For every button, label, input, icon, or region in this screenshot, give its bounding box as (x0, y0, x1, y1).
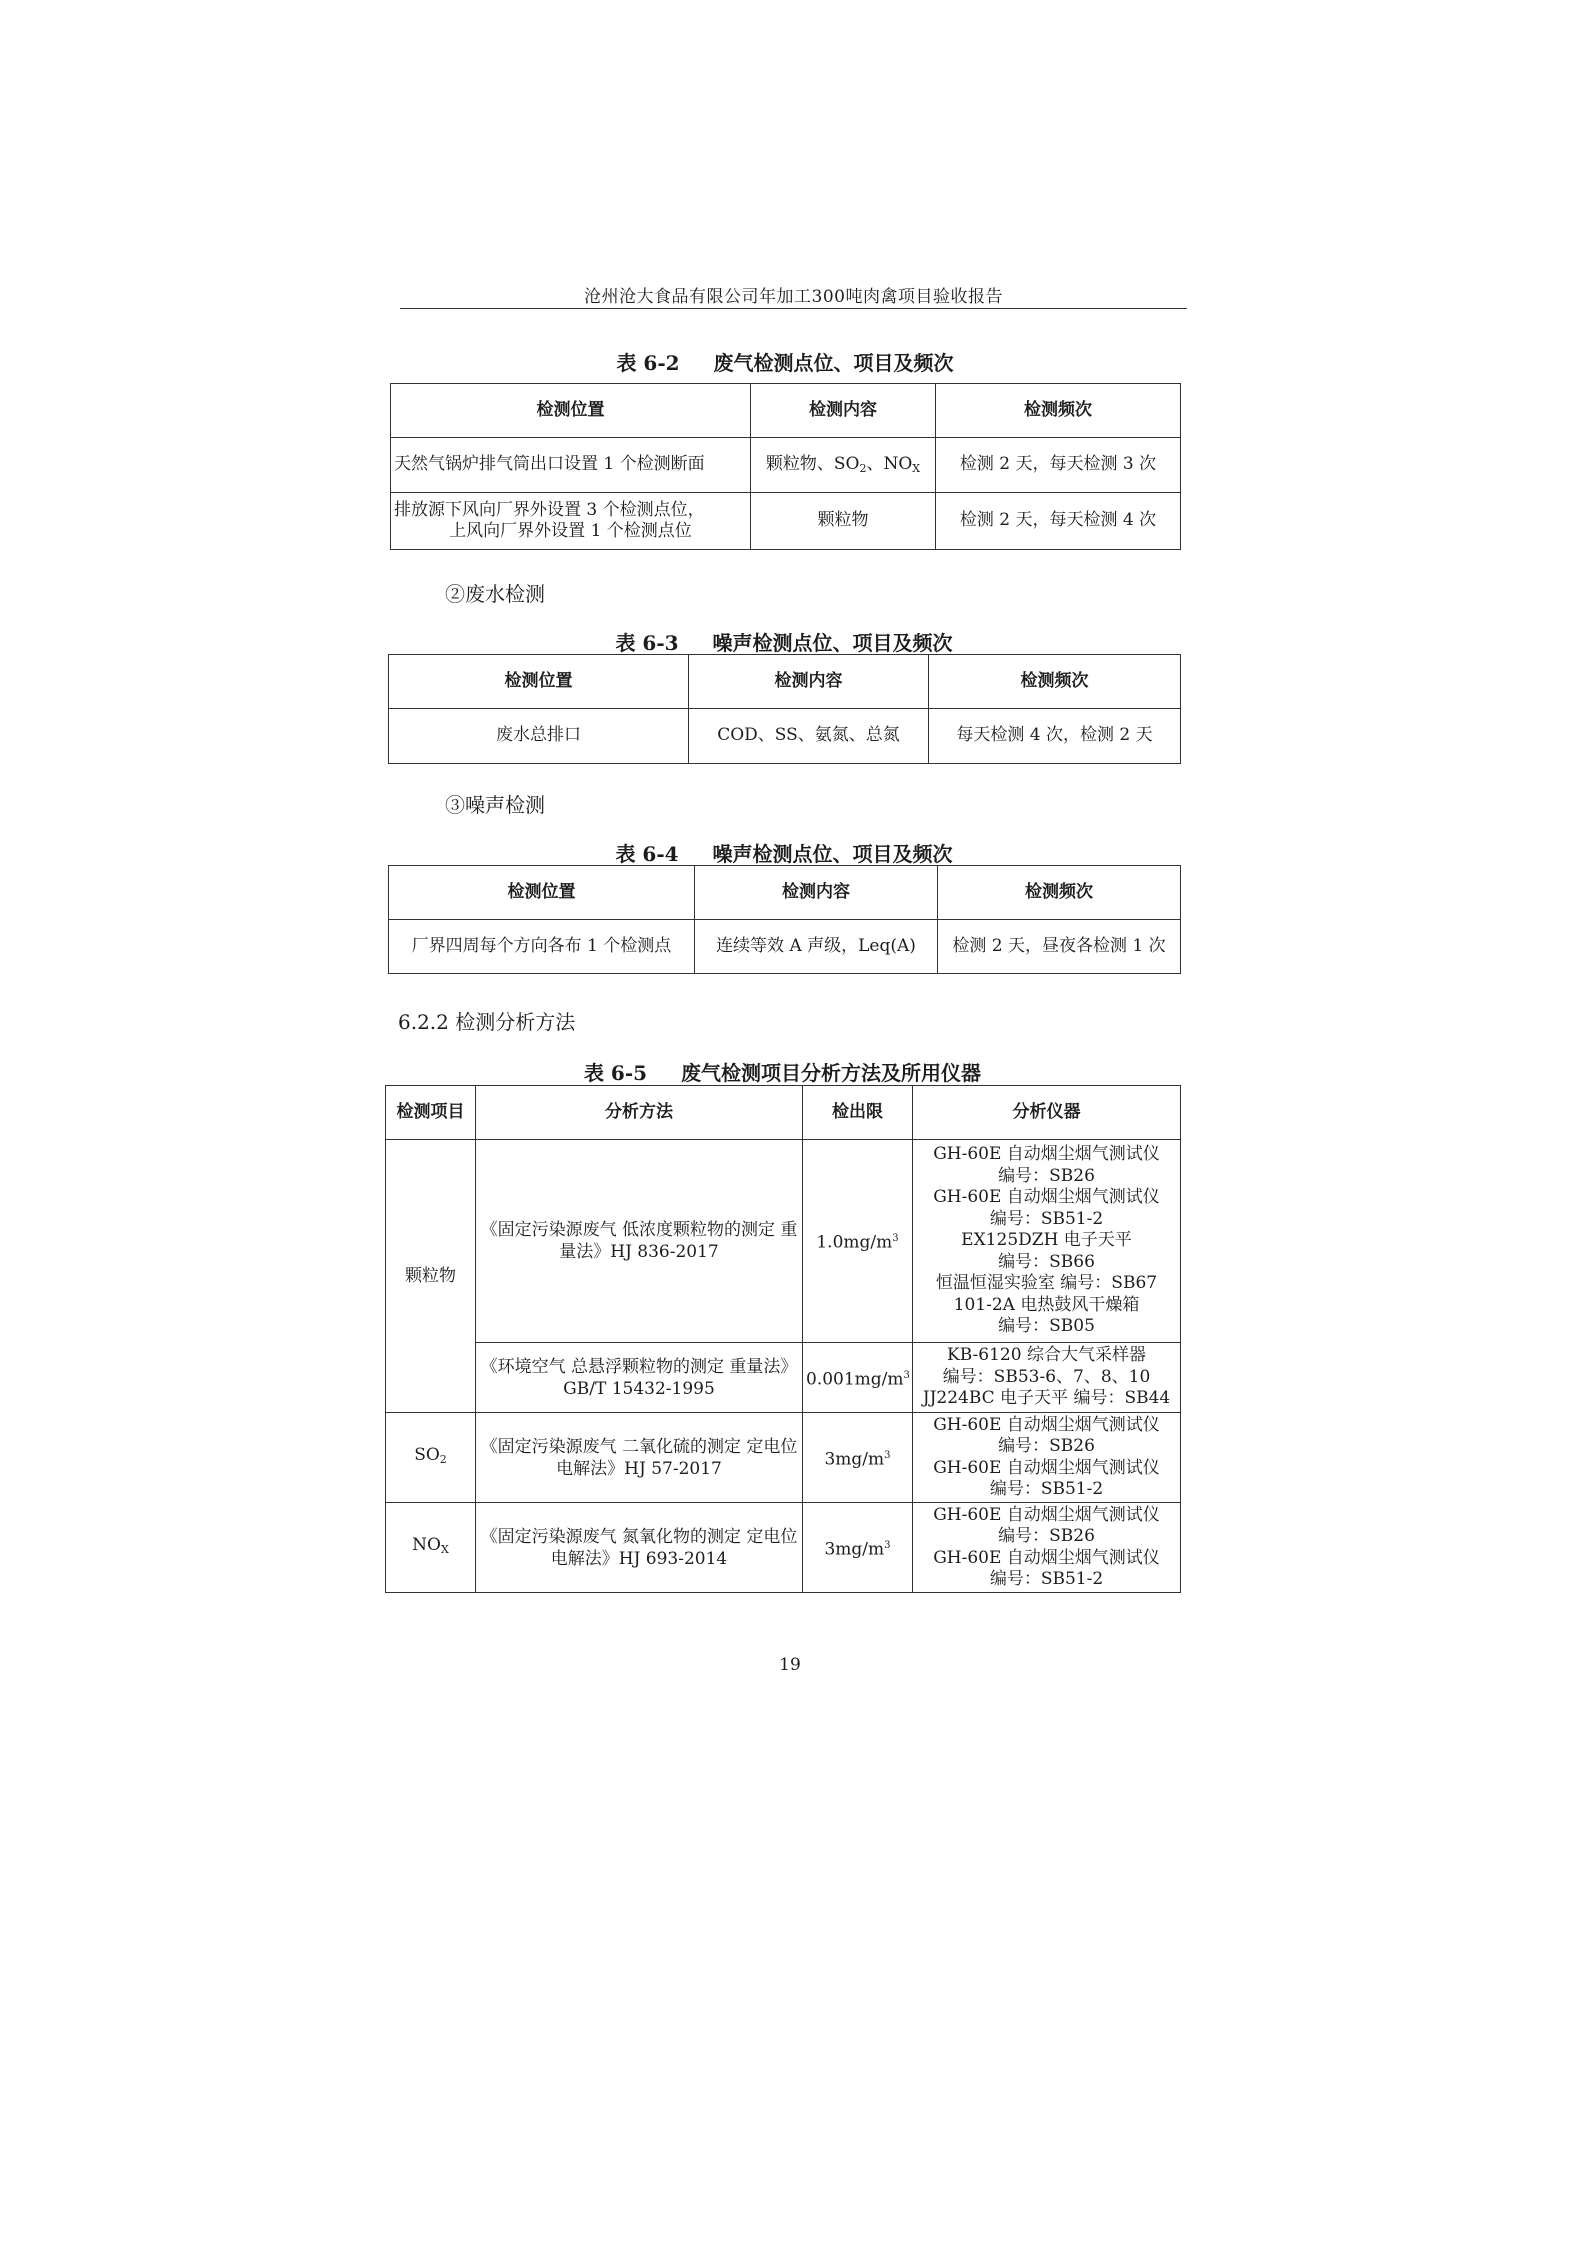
section-6-2-2: 6.2.2 检测分析方法 (398, 1010, 576, 1034)
table-6-2-caption (390, 347, 1180, 376)
instrument-line: 恒温恒湿实验室 编号：SB67 (935, 1273, 1158, 1294)
table-header-row (389, 866, 1181, 920)
method-cell: 《固定污染源废气 低浓度颗粒物的测定 重量法》HJ 836-2017 (476, 1140, 803, 1343)
item-text: NO (412, 1535, 441, 1555)
instrument-cell (913, 1503, 1181, 1593)
header-cell: 检测内容 (689, 655, 929, 709)
caption-number: 表 6-4 (615, 842, 679, 866)
header-cell: 检测位置 (391, 384, 751, 438)
header-cell: 检测频次 (929, 655, 1181, 709)
content-text: 颗粒物、SO (765, 454, 860, 475)
header-cell: 分析仪器 (913, 1086, 1181, 1140)
limit-superscript: 3 (903, 1369, 910, 1381)
instrument-line: GH-60E 自动烟尘烟气测试仪 (933, 1504, 1160, 1525)
method-cell: 《固定污染源废气 二氧化硫的测定 定电位电解法》HJ 57-2017 (476, 1413, 803, 1503)
table-6-3 (388, 654, 1181, 764)
instrument-line: GH-60E 自动烟尘烟气测试仪 (933, 1457, 1160, 1478)
frequency-cell: 检测 2 天，每天检测 4 次 (936, 493, 1181, 550)
table-6-2 (390, 383, 1181, 550)
header-cell: 分析方法 (476, 1086, 803, 1140)
table-row (386, 1140, 1181, 1343)
header-cell: 检测内容 (751, 384, 936, 438)
section-noise: ③噪声检测 (445, 793, 545, 817)
table-6-3-caption (388, 627, 1180, 656)
content-subscript: X (912, 462, 921, 476)
instrument-line: 编号：SB05 (998, 1316, 1095, 1337)
header-cell: 检测频次 (938, 866, 1181, 920)
content-cell (751, 438, 936, 493)
caption-title: 噪声检测点位、项目及频次 (712, 631, 953, 655)
table-row (386, 1343, 1181, 1413)
table-row (386, 1413, 1181, 1503)
content-subscript: 2 (859, 462, 867, 476)
table-row (389, 920, 1181, 974)
caption-title: 废气检测项目分析方法及所用仪器 (681, 1061, 982, 1085)
instrument-line: 编号：SB26 (998, 1165, 1095, 1186)
limit-superscript: 3 (884, 1539, 891, 1551)
item-cell (386, 1413, 476, 1503)
limit-value: 0.001mg/m (806, 1369, 904, 1390)
content-cell: 连续等效 A 声级，Leq(A) (695, 920, 938, 974)
page-header-title: 沧州沧大食品有限公司年加工300吨肉禽项目验收报告 (584, 287, 1003, 307)
header-cell: 检测项目 (386, 1086, 476, 1140)
header-rule (400, 308, 1187, 309)
header-cell: 检测频次 (936, 384, 1181, 438)
instrument-line: GH-60E 自动烟尘烟气测试仪 (933, 1547, 1160, 1568)
header-cell: 检出限 (803, 1086, 913, 1140)
limit-value: 1.0mg/m (816, 1232, 893, 1253)
instrument-line: 编号：SB51-2 (989, 1208, 1104, 1229)
item-cell: 颗粒物 (386, 1140, 476, 1413)
header-cell: 检测位置 (389, 866, 695, 920)
caption-number: 表 6-2 (616, 351, 680, 375)
limit-cell (803, 1343, 913, 1413)
instrument-line: 编号：SB26 (998, 1436, 1095, 1456)
content-cell: COD、SS、氨氮、总氮 (689, 709, 929, 764)
table-header-row (386, 1086, 1181, 1140)
caption-number: 表 6-3 (615, 631, 679, 655)
item-subscript: X (440, 1543, 449, 1556)
table-row (386, 1503, 1181, 1593)
table-6-5 (385, 1085, 1181, 1593)
instrument-line: GH-60E 自动烟尘烟气测试仪 (933, 1187, 1160, 1208)
instrument-line: 编号：SB51-2 (989, 1479, 1104, 1499)
instrument-cell (913, 1140, 1181, 1343)
limit-cell (803, 1413, 913, 1503)
instrument-line: JJ224BC 电子天平 编号：SB44 (922, 1388, 1171, 1409)
location-cell: 厂界四周每个方向各布 1 个检测点 (389, 920, 695, 974)
header-cell: 检测位置 (389, 655, 689, 709)
content-cell: 颗粒物 (751, 493, 936, 550)
item-cell (386, 1503, 476, 1593)
instrument-line: GH-60E 自动烟尘烟气测试仪 (933, 1144, 1160, 1165)
location-cell: 废水总排口 (389, 709, 689, 764)
instrument-cell (913, 1343, 1181, 1413)
item-subscript: 2 (439, 1453, 447, 1466)
table-header-row (391, 384, 1181, 438)
page-number: 19 (779, 1655, 801, 1675)
limit-value: 3mg/m (824, 1449, 885, 1470)
instrument-cell (913, 1413, 1181, 1503)
item-text: SO (414, 1445, 440, 1465)
table-row (391, 438, 1181, 493)
frequency-cell: 检测 2 天，每天检测 3 次 (936, 438, 1181, 493)
section-wastewater: ②废水检测 (445, 582, 545, 606)
instrument-line: 编号：SB26 (998, 1526, 1095, 1546)
table-header-row (389, 655, 1181, 709)
method-cell: 《固定污染源废气 氮氧化物的测定 定电位电解法》HJ 693-2014 (476, 1503, 803, 1593)
limit-cell (803, 1140, 913, 1343)
limit-superscript: 3 (892, 1233, 899, 1245)
limit-value: 3mg/m (824, 1539, 885, 1560)
instrument-line: EX125DZH 电子天平 (961, 1230, 1132, 1251)
frequency-cell: 每天检测 4 次，检测 2 天 (929, 709, 1181, 764)
table-row (389, 709, 1181, 764)
limit-cell (803, 1503, 913, 1593)
location-line: 排放源下风向厂界外设置 3 个检测点位， (394, 499, 705, 520)
limit-superscript: 3 (884, 1449, 891, 1461)
caption-title: 废气检测点位、项目及频次 (713, 351, 954, 375)
table-6-4 (388, 865, 1181, 974)
location-cell: 天然气锅炉排气筒出口设置 1 个检测断面 (391, 438, 751, 493)
header-cell: 检测内容 (695, 866, 938, 920)
frequency-cell: 检测 2 天，昼夜各检测 1 次 (938, 920, 1181, 974)
method-cell: 《环境空气 总悬浮颗粒物的测定 重量法》GB/T 15432-1995 (476, 1343, 803, 1413)
table-row (391, 493, 1181, 550)
instrument-line: 编号：SB66 (998, 1251, 1095, 1272)
table-6-5-caption (385, 1057, 1180, 1086)
instrument-line: 101-2A 电热鼓风干燥箱 (953, 1294, 1140, 1315)
instrument-line: KB-6120 综合大气采样器 (947, 1345, 1146, 1366)
instrument-line: 编号：SB51-2 (989, 1569, 1104, 1589)
location-cell (391, 493, 751, 550)
table-6-4-caption (388, 838, 1180, 867)
instrument-line: GH-60E 自动烟尘烟气测试仪 (933, 1414, 1160, 1435)
caption-title: 噪声检测点位、项目及频次 (712, 842, 953, 866)
content-text: 、NO (866, 454, 913, 475)
location-line: 上风向厂界外设置 1 个检测点位 (449, 521, 692, 541)
instrument-line: 编号：SB53-6、7、8、10 (942, 1366, 1151, 1387)
caption-number: 表 6-5 (583, 1061, 648, 1085)
